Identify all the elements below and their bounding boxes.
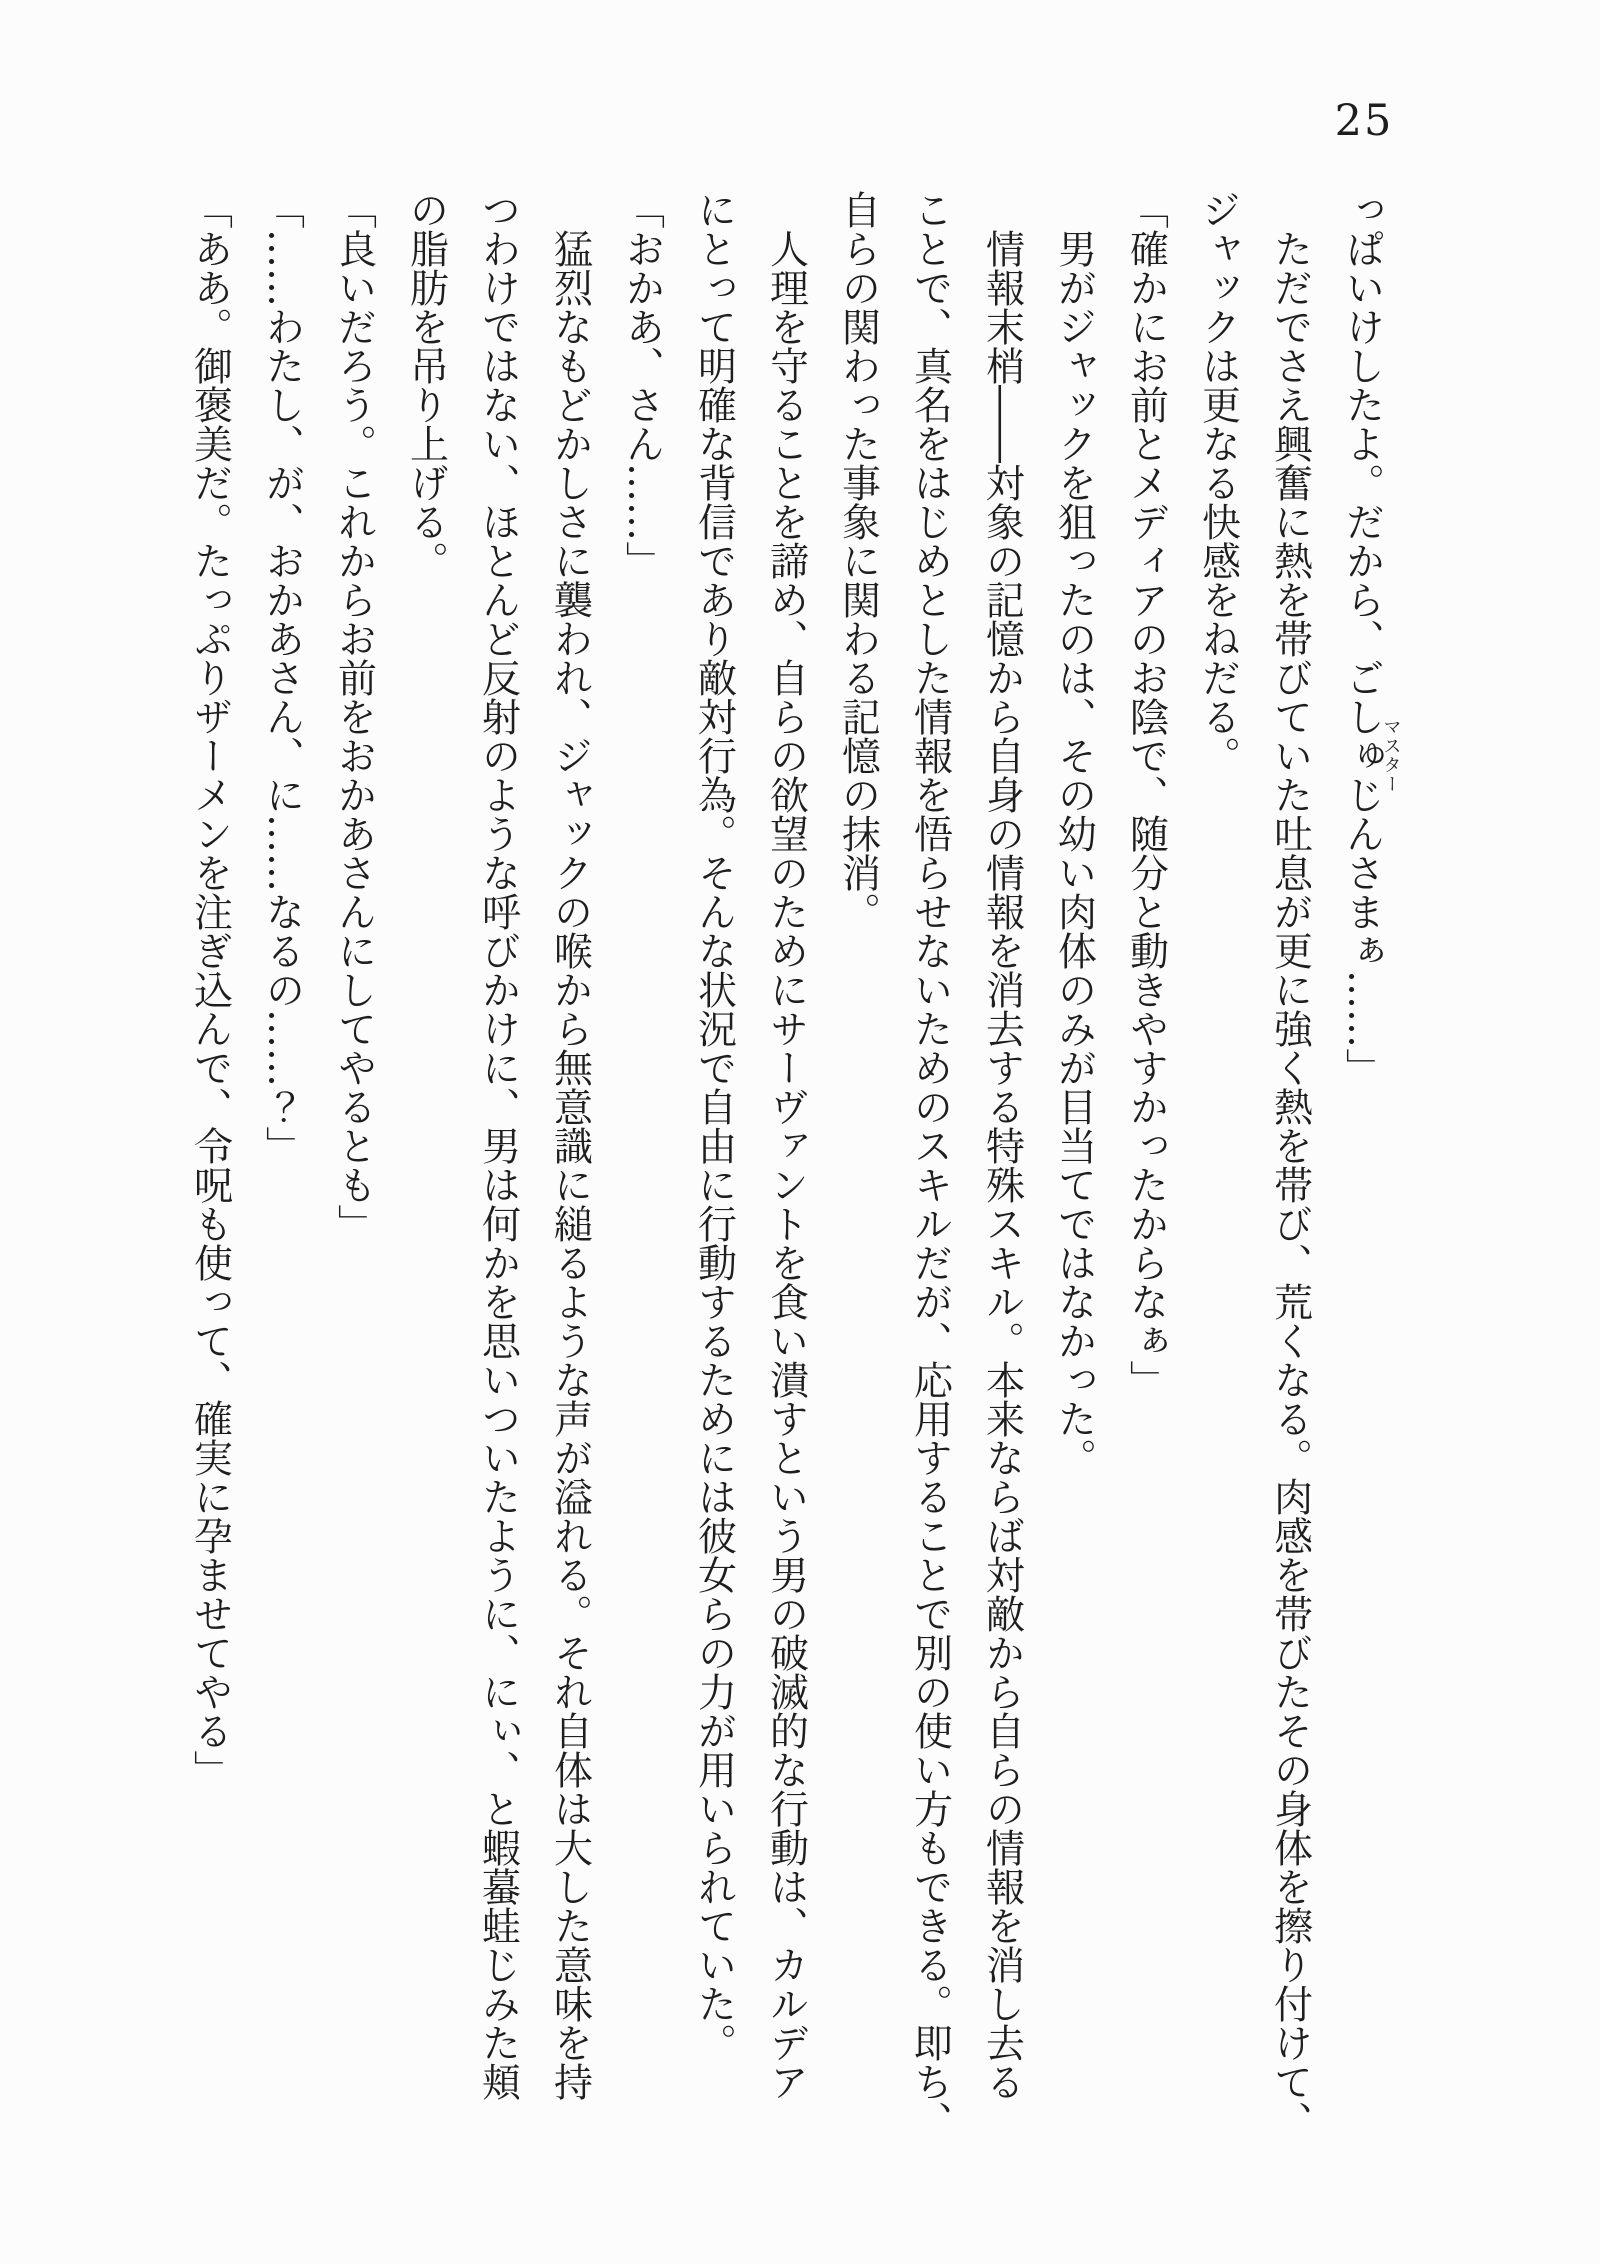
text-column-4 [1110,190,1182,2205]
text-segment: 自らの関わった事象に関わる記憶の抹消。 [835,190,881,931]
text-column-16 [246,190,318,2205]
text-column-14 [390,190,462,2205]
ruby-text: マスター [1380,658,1402,853]
text-column-8 [822,190,894,2205]
text-segment: 猛烈なもどかしさに襲われ、ジャックの喉から無意識に縋るような声が溢れる。それ自体は大した意味を持 [547,229,593,2101]
text-column-6 [966,190,1038,2205]
text-column-17 [174,190,246,2205]
text-segment: の脂肪を吊り上げる。 [403,190,449,580]
text-column-13 [462,190,534,2205]
text-segment: 「ああ。御褒美だ。たっぷりザーメンを注ぎ込んで、令呪も使って、確実に孕ませてやる」 [187,190,233,1789]
text-segment: 人理を守ることを諦め、自らの欲望のためにサーヴァントを食い潰すという男の破滅的な行動は、カルデア [763,229,809,2101]
text-segment: 「良いだろう。これからお前をおかあさんにしてやるとも」 [331,190,377,1243]
text-segment: 男がジャックを狙ったのは、その幼い肉体のみが目当てではなかった。 [1051,229,1097,1477]
ruby-base: ごしゅじん [1339,658,1385,853]
text-column-7 [894,190,966,2205]
text-segment: さまぁ……」 [1339,853,1385,1087]
text-segment: 「おかあ、さん……」 [619,190,665,580]
text-segment: 「……わたし、が、おかあさん、に……なるの……？」 [259,190,305,1165]
text-segment: 情報末梢――対象の記憶から自身の情報を消去する特殊スキル。本来ならば対敵から自らの情報を消し去る [979,229,1025,2101]
text-segment: ことで、真名をはじめとした情報を悟らせないためのスキルだが、応用することで別の使い方もできる。即ち、 [907,190,953,2140]
text-column-10 [678,190,750,2205]
text-segment: にとって明確な背信であり敵対行為。そんな状況で自由に行動するためには彼女らの力が用いられていた。 [691,190,737,2062]
page-number: 25 [1334,96,1394,146]
text-column-15 [318,190,390,2205]
text-column-3 [1182,190,1254,2205]
text-column-11 [606,190,678,2205]
text-column-9 [750,190,822,2205]
ruby-annotation [1339,658,1402,853]
text-block [176,190,1400,2205]
text-segment: っぱいけしたよ。だから、 [1339,190,1385,658]
text-segment: ジャックは更なる快感をねだる。 [1195,190,1241,775]
text-segment: つわけではない、ほとんど反射のような呼びかけに、男は何かを思いついたように、にぃ、と蝦蟇蛙じみた頬 [475,190,521,2101]
text-column-1 [1326,190,1401,2205]
text-segment: 「確かにお前とメディアのお陰で、随分と動きやすかったからなぁ」 [1123,190,1169,1399]
text-column-12 [534,190,606,2205]
text-segment: ただでさえ興奮に熱を帯びていた吐息が更に強く熱を帯び、荒くなる。肉感を帯びたその身体を擦り付けて、 [1267,229,1313,2140]
text-column-2 [1254,190,1326,2205]
text-column-5 [1038,190,1110,2205]
